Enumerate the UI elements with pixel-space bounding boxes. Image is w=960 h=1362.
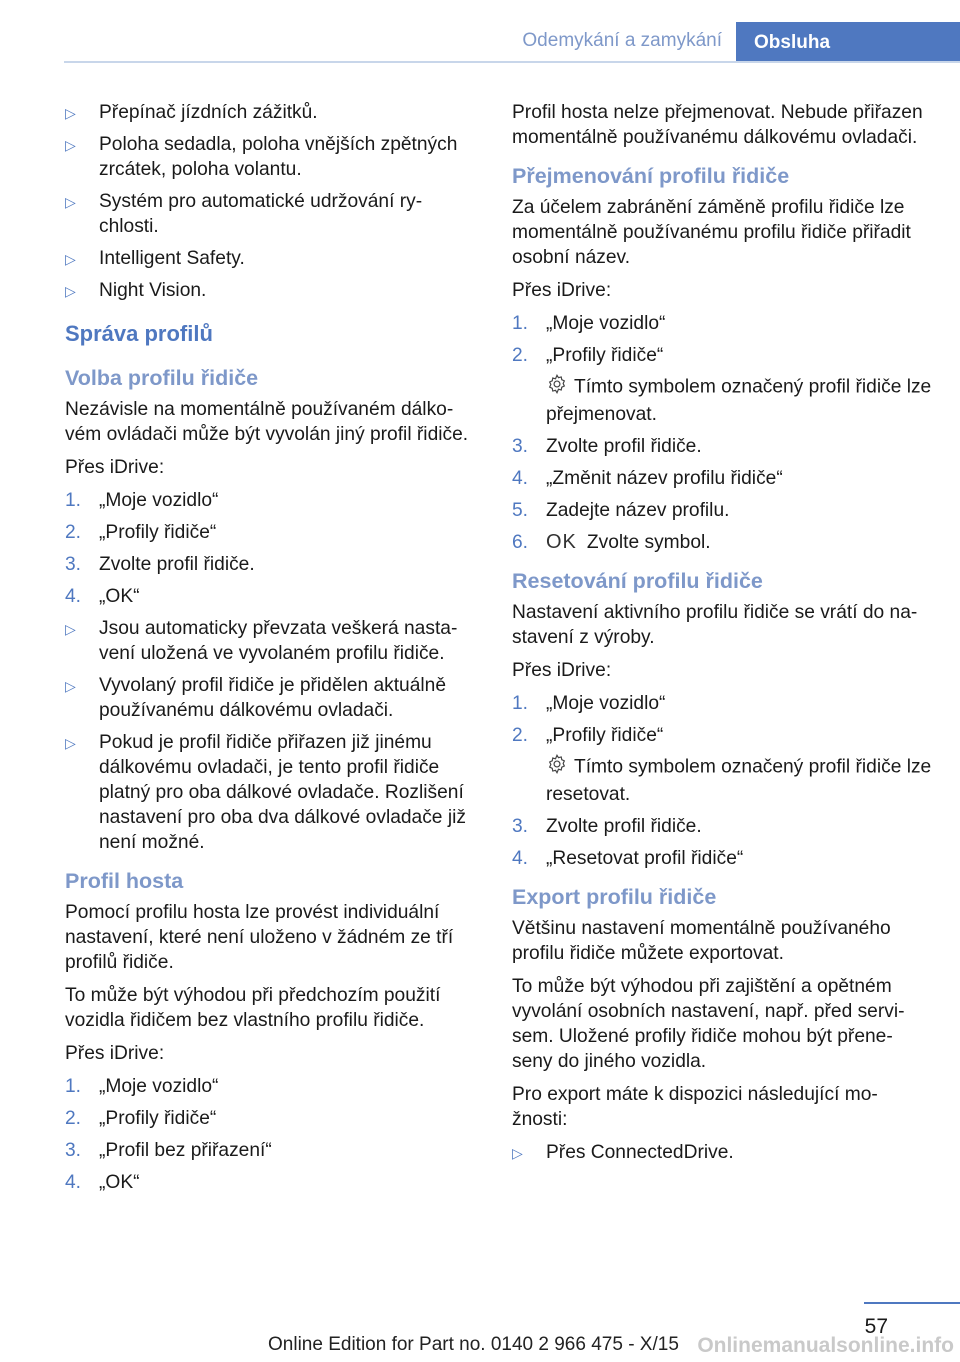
list-item: 4. „Resetovat profil řidiče“ [512, 848, 744, 869]
list-item: ▷ Poloha sedadla, poloha vnějších zpětných zrcátek, poloha volantu. [65, 132, 483, 182]
symbol-note: Tímto symbolem označený profil řidiče lze přejmenovat. [512, 373, 932, 427]
paragraph: Přes iDrive: [65, 1043, 165, 1064]
list-item: 5. Zadejte název profilu. [512, 500, 730, 521]
list-item: 3. „Profil bez přiřazení“ [65, 1140, 272, 1161]
footer-divider [864, 1302, 960, 1304]
list-item: 1. „Moje vozidlo“ [512, 693, 666, 714]
page-number: 57 [864, 1315, 888, 1338]
list-item: 4. „OK“ [65, 586, 140, 607]
list-item: ▷ Night Vision. [65, 278, 483, 303]
list-item: ▷ Jsou automaticky převzata veškerá nasta- vení uložená ve vyvolaném profilu řidiče. [65, 616, 483, 666]
gear-icon [546, 373, 568, 402]
paragraph: Za účelem zabránění záměně profilu řidiče lze momentálně používanému profilu řidiče přiřadit osobní název. [512, 197, 911, 268]
right-column [512, 100, 932, 1172]
list-item: 1. „Moje vozidlo“ [512, 313, 666, 334]
ok-icon: OK [546, 531, 577, 553]
gear-icon [546, 753, 568, 782]
paragraph: Pomocí profilu hosta lze provést individuální nastavení, které není uloženo v žádném ze tří profilů řidiče. [65, 902, 454, 973]
paragraph: Přes iDrive: [512, 660, 612, 681]
watermark: Onlinemanualsonline.info [697, 1334, 954, 1357]
export-options-list [512, 1140, 932, 1165]
steps-list [65, 488, 483, 609]
list-item: ▷ Vyvolaný profil řidiče je přidělen aktuálně používanému dálkovému ovladači. [65, 673, 483, 723]
paragraph: Přes iDrive: [512, 280, 612, 301]
feature-list [65, 100, 483, 303]
list-item: 2. „Profily řidiče“ [512, 345, 664, 366]
heading-rename-profile: Přejmenování profilu řidiče [512, 164, 790, 188]
steps-list [512, 814, 932, 871]
paragraph: Většinu nastavení momentálně používaného profilu řidiče můžete exportovat. [512, 918, 891, 964]
heading-select-profile: Volba profilu řidiče [65, 366, 259, 390]
list-item: ▷ Systém pro automatické udržování ry- chlosti. [65, 189, 483, 239]
steps-list [512, 434, 932, 555]
paragraph: To může být výhodou při zajištění a opětném vyvolání osobních nastavení, např. před servi- sem. Uložené profily řidiče mohou být přene- seny do jiného vozidla. [512, 976, 905, 1072]
heading-reset-profile: Resetování profilu řidiče [512, 569, 763, 593]
list-item: 6. OK Zvolte symbol. [512, 531, 711, 553]
list-item: 2. „Profily řidiče“ [65, 522, 217, 543]
list-item: 3. Zvolte profil řidiče. [512, 816, 702, 837]
paragraph: Nastavení aktivního profilu řidiče se vrátí do na- stavení z výroby. [512, 602, 918, 648]
paragraph: Nezávisle na momentálně používaném dálko- vém ovládači může být vyvolán jiný profil řidiče. [65, 399, 469, 445]
paragraph: Pro export máte k dispozici následující mo- žnosti: [512, 1084, 878, 1130]
paragraph: Přes iDrive: [65, 457, 165, 478]
list-item: ▷ Intelligent Safety. [65, 246, 483, 271]
list-item: 1. „Moje vozidlo“ [65, 1076, 219, 1097]
list-item: ▷ Pokud je profil řidiče přiřazen již jinému dálkovému ovladači, je tento profil řidiče platný pro oba dálkové ovladače. Rozlišení nastavení pro oba dva dálkové ovladače již není možné. [65, 730, 483, 855]
list-item: 4. „OK“ [65, 1172, 140, 1193]
list-item: ▷ Přes ConnectedDrive. [512, 1140, 932, 1165]
list-item: 4. „Změnit název profilu řidiče“ [512, 468, 783, 489]
page-header [0, 0, 960, 62]
heading-profiles: Správa profilů [65, 321, 213, 346]
notes-list [65, 616, 483, 855]
list-item: 2. „Profily řidiče“ [512, 725, 664, 746]
steps-list [512, 311, 932, 368]
paragraph: Profil hosta nelze přejmenovat. Nebude přiřazen momentálně používanému dálkovému ovladači. [512, 102, 923, 148]
header-divider [64, 61, 960, 63]
list-item: ▷ Přepínač jízdních zážitků. [65, 100, 483, 125]
heading-export-profile: Export profilu řidiče [512, 885, 717, 909]
paragraph: To může být výhodou při předchozím použití vozidla řidičem bez vlastního profilu řidiče. [65, 985, 441, 1031]
list-item: 1. „Moje vozidlo“ [65, 490, 219, 511]
steps-list [65, 1074, 483, 1195]
list-item: 2. „Profily řidiče“ [65, 1108, 217, 1129]
heading-guest-profile: Profil hosta [65, 869, 184, 893]
list-item: 3. Zvolte profil řidiče. [512, 436, 702, 457]
header-section-title: Odemykání a zamykání [522, 30, 722, 51]
header-tab: Obsluha [736, 22, 960, 63]
left-column [65, 100, 483, 1202]
symbol-note: Tímto symbolem označený profil řidiče lze resetovat. [512, 753, 932, 807]
edition-text: Online Edition for Part no. 0140 2 966 475 - X/15 [268, 1334, 679, 1355]
steps-list [512, 691, 932, 748]
list-item: 3. Zvolte profil řidiče. [65, 554, 255, 575]
